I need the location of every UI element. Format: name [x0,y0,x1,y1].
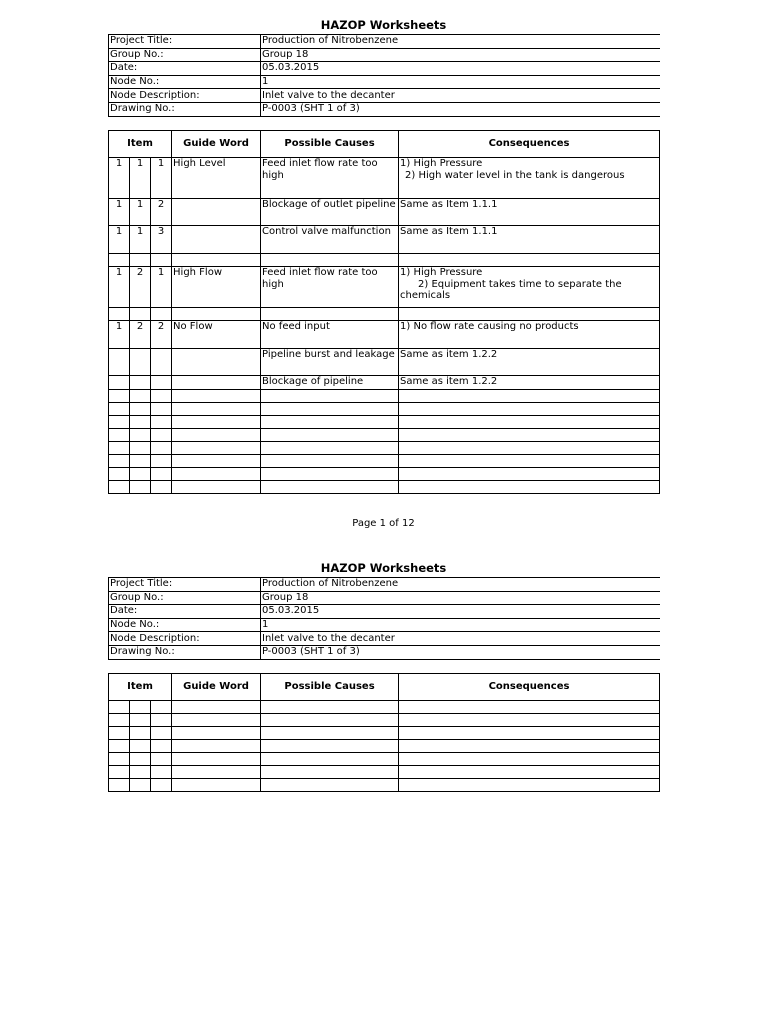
item-minor: 1 [130,199,151,226]
meta-label: Group No.: [109,48,261,62]
meta-value: Production of Nitrobenzene [261,35,660,49]
sheet2-meta [108,577,659,660]
sheet1-hazop-table [108,130,659,494]
item-sub: 2 [151,199,172,226]
meta-row [109,89,660,103]
table-row [109,158,660,199]
guide-word-cell: High Flow [172,267,261,308]
consequence-cell [399,158,660,199]
meta-row [109,75,660,89]
empty-row [109,403,660,416]
header-row [109,131,660,158]
item-sub: 1 [151,267,172,308]
sheet2-title: HAZOP Worksheets [320,561,447,575]
meta-row [109,102,660,116]
sheet2-hazop-table [108,673,659,792]
possible-cause-cell: Blockage of pipeline [261,376,399,390]
empty-row [109,701,660,714]
header-consequences: Consequences [399,131,660,158]
meta-label: Node No.: [109,75,261,89]
table-row [109,199,660,226]
item-major: 1 [109,267,130,308]
item-sub: 1 [151,158,172,199]
meta-row [109,591,660,605]
header-item: Item [109,131,172,158]
meta-value: Group 18 [261,48,660,62]
item-major: 1 [109,158,130,199]
consequence-line: 2) Equipment takes time to separate the chemicals [400,278,622,301]
consequence-line: 1) High Pressure [400,267,483,278]
meta-label: Drawing No.: [109,645,261,659]
empty-row [109,481,660,494]
consequence-cell: 1) No flow rate causing no products [399,321,660,349]
header-consequences: Consequences [399,674,660,701]
consequence-line: 2) High water level in the tank is dangerous [405,169,625,181]
table-row [109,226,660,254]
guide-word-cell: No Flow [172,321,261,349]
empty-row [109,766,660,779]
consequence-cell [399,267,660,308]
meta-label: Group No.: [109,591,261,605]
meta-value: P-0003 (SHT 1 of 3) [261,645,660,659]
empty-row [109,753,660,766]
meta-label: Node Description: [109,89,261,103]
meta-value: 1 [261,618,660,632]
table-row [109,376,660,390]
meta-label: Project Title: [109,35,261,49]
possible-cause-cell: Feed inlet flow rate too high [261,267,399,308]
meta-value: Production of Nitrobenzene [261,578,660,592]
meta-label: Date: [109,605,261,619]
item-minor: 2 [130,321,151,349]
item-major: 1 [109,321,130,349]
consequence-cell: Same as Item 1.1.1 [399,226,660,254]
table-row [109,321,660,349]
meta-row [109,62,660,76]
meta-label: Project Title: [109,578,261,592]
empty-row [109,390,660,403]
possible-cause-cell: Feed inlet flow rate too high [261,158,399,199]
possible-cause-cell: Pipeline burst and leakage [261,349,399,376]
item-sub: 2 [151,321,172,349]
empty-row [109,727,660,740]
meta-label: Node No.: [109,618,261,632]
consequence-cell: Same as item 1.2.2 [399,349,660,376]
item-minor: 2 [130,267,151,308]
meta-row [109,605,660,619]
guide-word-cell [172,349,261,376]
meta-value: Group 18 [261,591,660,605]
empty-row [109,468,660,481]
sheet1-meta [108,34,659,117]
empty-row [109,416,660,429]
item-minor: 1 [130,158,151,199]
header-row [109,674,660,701]
meta-row [109,645,660,659]
item-minor: 1 [130,226,151,254]
meta-value: P-0003 (SHT 1 of 3) [261,102,660,116]
empty-row [109,429,660,442]
header-guide-word: Guide Word [172,131,261,158]
meta-label: Date: [109,62,261,76]
meta-value: 05.03.2015 [261,62,660,76]
header-possible-causes: Possible Causes [261,131,399,158]
header-item: Item [109,674,172,701]
possible-cause-cell: Control valve malfunction [261,226,399,254]
guide-word-cell [172,226,261,254]
sheet1-title: HAZOP Worksheets [320,18,447,32]
table-row [109,267,660,308]
guide-word-cell: High Level [172,158,261,199]
meta-row [109,48,660,62]
header-possible-causes: Possible Causes [261,674,399,701]
table-row [109,349,660,376]
empty-row [109,442,660,455]
meta-label: Node Description: [109,632,261,646]
empty-row [109,308,660,321]
empty-row [109,779,660,792]
consequence-cell: Same as item 1.2.2 [399,376,660,390]
meta-value: 1 [261,75,660,89]
meta-label: Drawing No.: [109,102,261,116]
meta-row [109,618,660,632]
meta-row [109,632,660,646]
consequence-line: 1) High Pressure [400,158,483,169]
page-number: Page 1 of 12 [352,518,415,529]
possible-cause-cell: No feed input [261,321,399,349]
meta-row [109,578,660,592]
meta-value: Inlet valve to the decanter [261,89,660,103]
guide-word-cell [172,199,261,226]
item-major: 1 [109,226,130,254]
consequence-cell: Same as Item 1.1.1 [399,199,660,226]
header-guide-word: Guide Word [172,674,261,701]
item-major: 1 [109,199,130,226]
empty-row [109,740,660,753]
empty-row [109,714,660,727]
guide-word-cell [172,376,261,390]
possible-cause-cell: Blockage of outlet pipeline [261,199,399,226]
meta-value: Inlet valve to the decanter [261,632,660,646]
empty-row [109,455,660,468]
meta-value: 05.03.2015 [261,605,660,619]
item-sub: 3 [151,226,172,254]
meta-row [109,35,660,49]
empty-row [109,254,660,267]
